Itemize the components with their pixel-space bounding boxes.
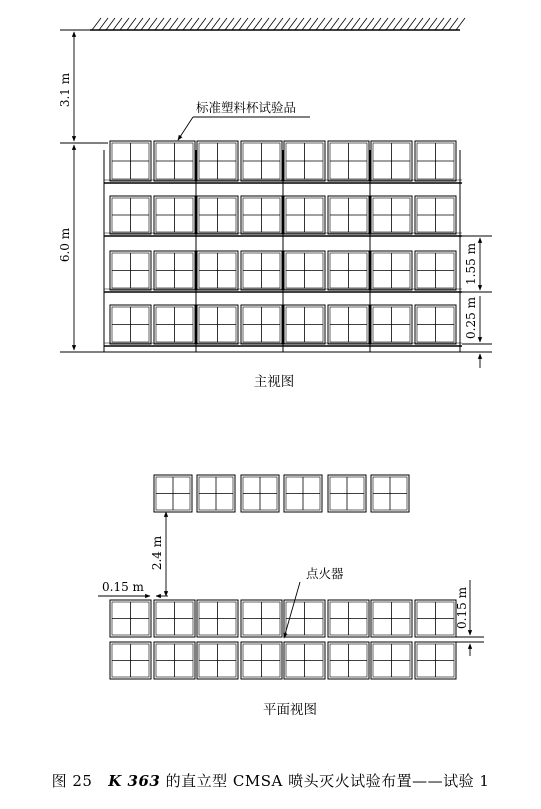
hatch-line [449,18,458,30]
hatch-line [197,18,206,30]
plan-box-main-row1 [241,600,282,637]
plan-box-main-row2 [197,642,238,679]
hatch-line [428,18,437,30]
hatch-line [155,18,164,30]
commodity-box [371,141,412,181]
hatch-line [92,18,101,30]
commodity-box [415,251,456,290]
commodity-box [154,305,195,344]
plan-box-main-row1 [110,600,151,637]
commodity-box [241,305,282,344]
hatch-line [309,18,318,30]
commodity-box [284,141,325,181]
hatch-line [421,18,430,30]
commodity-box [154,251,195,290]
dim-base-label: 0.25 m [464,297,478,339]
plan-view-boxes [110,475,456,679]
hatch-line [141,18,150,30]
commodity-box [110,251,151,290]
hatch-line [393,18,402,30]
hatch-line [281,18,290,30]
hatch-line [351,18,360,30]
hatch-line [204,18,213,30]
hatch-line [218,18,227,30]
hatch-line [323,18,332,30]
dim-ceiling-label: 3.1 m [58,72,72,108]
figure-caption [0,770,541,791]
hatch-line [162,18,171,30]
commodity-box [197,141,238,181]
commodity-box [241,196,282,234]
hatch-line [358,18,367,30]
plan-box-main-row1 [328,600,369,637]
plan-box-main-row1 [197,600,238,637]
hatch-line [295,18,304,30]
plan-box-main-row2 [415,642,456,679]
commodity-box [415,196,456,234]
dim-aisle-label: 2.4 m [150,535,164,571]
hatch-line [379,18,388,30]
hatch-line [274,18,283,30]
hatch-line [435,18,444,30]
plan-box-main-row2 [110,642,151,679]
commodity-box [241,141,282,181]
commodity-box [371,196,412,234]
hatch-line [134,18,143,30]
ceiling-hatch [92,18,465,30]
hatch-line [148,18,157,30]
front-view-rack [100,141,466,352]
caption-prefix: 图 25 [51,772,93,790]
commodity-box [110,305,151,344]
hatch-line [99,18,108,30]
hatch-line [302,18,311,30]
plan-dimension-labels [102,535,469,718]
plan-box-main-row2 [328,642,369,679]
commodity-box [197,196,238,234]
commodity-box [110,196,151,234]
commodity-box [371,251,412,290]
plan-box-main-row1 [415,600,456,637]
commodity-box [284,251,325,290]
hatch-line [456,18,465,30]
plan-box-target [328,475,366,512]
hatch-line [232,18,241,30]
plan-box-target [154,475,192,512]
plan-box-target [284,475,322,512]
hatch-line [106,18,115,30]
hatch-line [113,18,122,30]
hatch-line [407,18,416,30]
ceiling [90,18,465,30]
commodity-box [415,141,456,181]
dim-flue-label: 0.15 m [102,580,144,594]
hatch-line [288,18,297,30]
commodity-box [241,251,282,290]
plan-box-main-row2 [154,642,195,679]
plan-box-target [371,475,409,512]
plan-box-main-row1 [371,600,412,637]
hatch-line [414,18,423,30]
commodity-box [154,141,195,181]
hatch-line [169,18,178,30]
commodity-box [197,251,238,290]
hatch-line [253,18,262,30]
hatch-line [127,18,136,30]
front-view-title: 主视图 [253,374,295,390]
dim-tier-label: 1.55 m [464,243,478,285]
plan-box-main-row1 [284,600,325,637]
plan-box-target [241,475,279,512]
commodity-box [328,196,369,234]
commodity-box [415,305,456,344]
plan-view-title: 平面视图 [263,702,317,718]
plan-box-target [197,475,235,512]
commodity-box [284,305,325,344]
front-dimensions [60,30,492,368]
hatch-line [190,18,199,30]
hatch-line [211,18,220,30]
commodity-box [371,305,412,344]
caption-model: K 363 [108,772,161,790]
hatch-line [239,18,248,30]
commodity-label: 标准塑料杯试验品 [196,100,297,115]
caption-text: 的直立型 CMSA 喷头灭火试验布置——试验 1 [160,772,490,790]
hatch-line [386,18,395,30]
hatch-line [344,18,353,30]
hatch-line [225,18,234,30]
commodity-box [197,305,238,344]
dim-flue-right-label: 0.15 m [455,587,469,629]
hatch-line [337,18,346,30]
plan-box-main-row2 [371,642,412,679]
commodity-box [328,251,369,290]
hatch-line [267,18,276,30]
hatch-line [183,18,192,30]
hatch-line [260,18,269,30]
hatch-line [372,18,381,30]
hatch-line [365,18,374,30]
hatch-line [246,18,255,30]
hatch-line [330,18,339,30]
plan-box-main-row1 [154,600,195,637]
plan-box-main-row2 [241,642,282,679]
hatch-line [400,18,409,30]
hatch-line [176,18,185,30]
dim-height-label: 6.0 m [58,227,72,263]
commodity-box [328,305,369,344]
commodity-box [328,141,369,181]
hatch-line [120,18,129,30]
hatch-line [316,18,325,30]
commodity-box [154,196,195,234]
igniter-label: 点火器 [306,566,344,581]
commodity-box [110,141,151,181]
commodity-box [284,196,325,234]
plan-box-main-row2 [284,642,325,679]
hatch-line [442,18,451,30]
